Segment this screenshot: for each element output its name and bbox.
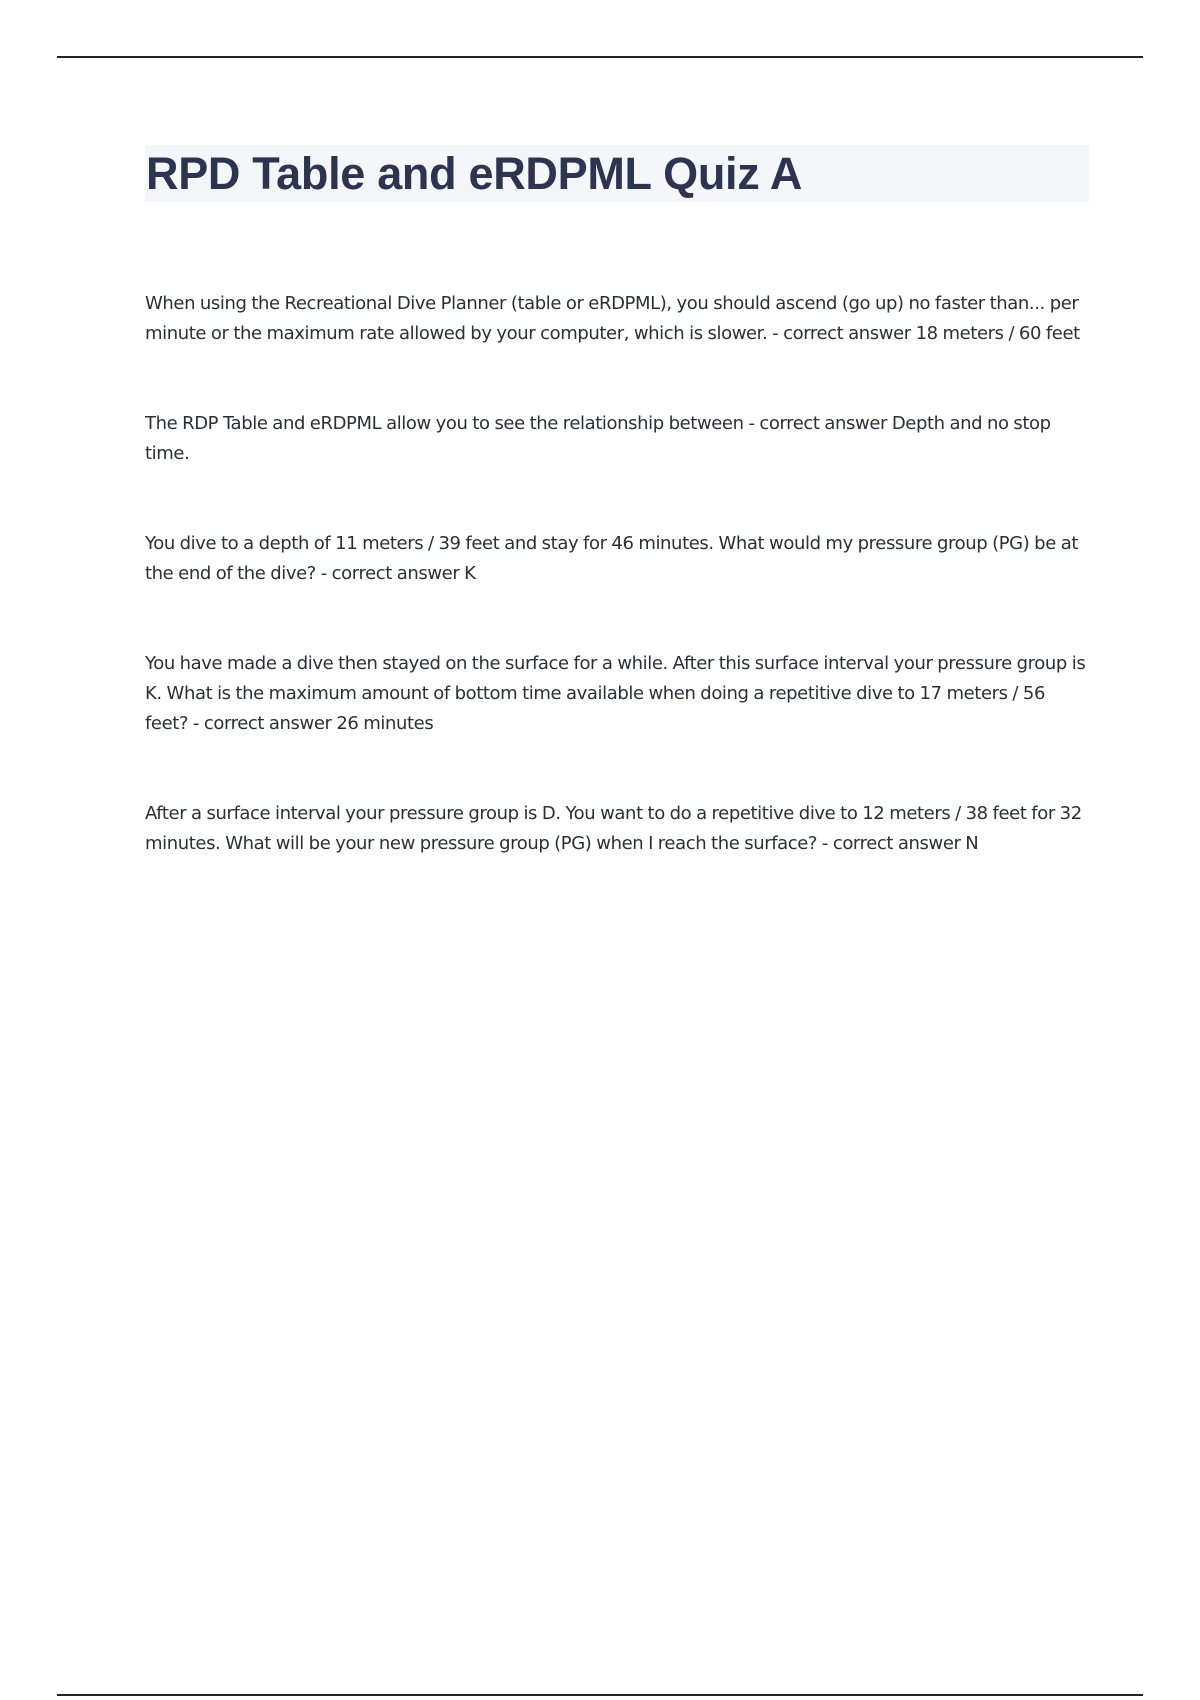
- qa-item-1: When using the Recreational Dive Planner (table or eRDPML), you should ascend (go up) no faster than... per minute or the maximum rate allowed by your computer, which is slower. - correct answer 18 meters / 60 feet: [145, 293, 1080, 344]
- qa-item-4: You have made a dive then stayed on the surface for a while. After this surface interval your pressure group is K. What is the maximum amount of bottom time available when doing a repetitive dive to 17 meters / 56 feet? - correct answer 26 minutes: [145, 653, 1086, 734]
- qa-item-2: The RDP Table and eRDPML allow you to see the relationship between - correct answer Depth and no stop time.: [145, 413, 1051, 464]
- top-rule: [57, 56, 1143, 58]
- page-title: RPD Table and eRDPML Quiz A: [146, 148, 803, 199]
- qa-list: [145, 289, 1090, 919]
- qa-item-3: You dive to a depth of 11 meters / 39 feet and stay for 46 minutes. What would my pressure group (PG) be at the end of the dive? - correct answer K: [145, 533, 1078, 584]
- qa-item-5: After a surface interval your pressure group is D. You want to do a repetitive dive to 12 meters / 38 feet for 32 minutes. What will be your new pressure group (PG) when I reach the surface? - correct answer N: [145, 803, 1082, 854]
- title-band: [145, 145, 1089, 202]
- bottom-rule: [57, 1694, 1143, 1696]
